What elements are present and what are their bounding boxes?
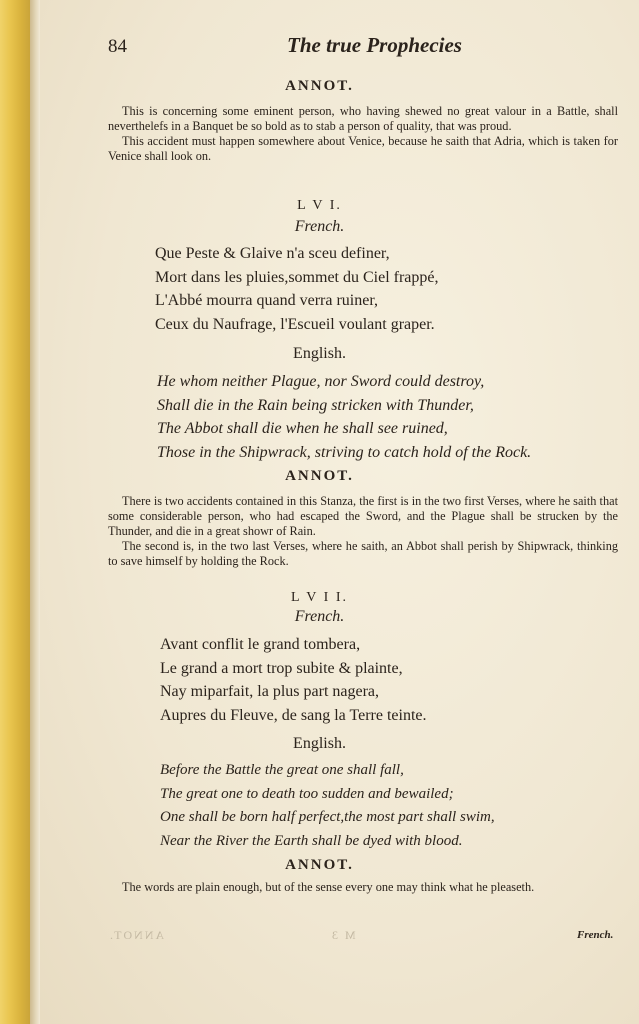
french-label: French. xyxy=(294,608,345,625)
verse-line: Ceux du Naufrage, l'Escueil voulant graper. xyxy=(155,315,435,333)
annot-text xyxy=(108,104,618,164)
french-label: French. xyxy=(294,218,345,235)
annot-paragraph: This accident must happen somewhere about Venice, because he saith that Adria, which is taken for Venice shall look on. xyxy=(108,134,618,163)
french-verse xyxy=(155,242,439,336)
annot-paragraph: The words are plain enough, but of the sense every one may think what he pleaseth. xyxy=(122,880,535,894)
stanza-number: L V I. xyxy=(297,198,342,213)
english-verse xyxy=(160,759,495,853)
verse-line: Nay miparfait, la plus part nagera, xyxy=(160,683,380,700)
annot-heading: ANNOT. xyxy=(285,78,354,94)
annot-heading: ANNOT. xyxy=(285,857,354,873)
verse-line: Mort dans les pluies,sommet du Ciel frappé, xyxy=(155,268,439,286)
verse-line: The Abbot shall die when he shall see ruined, xyxy=(157,420,448,437)
french-verse xyxy=(160,633,427,727)
annot-paragraph: This is concerning some eminent person, who having shewed no great valour in a Battle, shall neverthelefs in a Banquet be so bold as to stab a person of quality, that was proud. xyxy=(108,104,618,133)
annot-text xyxy=(108,494,618,569)
show-through-text: ANNOT. xyxy=(108,928,165,942)
verse-line: Le grand a mort trop subite & plainte, xyxy=(160,659,403,677)
annot-heading: ANNOT. xyxy=(285,468,354,484)
verse-line: Those in the Shipwrack, striving to catch hold of the Rock. xyxy=(157,443,532,461)
verse-line: Aupres du Fleuve, de sang la Terre teinte. xyxy=(160,706,427,724)
verse-line: Que Peste & Glaive n'a sceu definer, xyxy=(155,245,390,262)
verse-line: Before the Battle the great one shall fall, xyxy=(160,762,404,778)
english-verse xyxy=(157,370,531,464)
catchword: French. xyxy=(577,929,614,941)
page-number: 84 xyxy=(108,36,127,57)
verse-line: Shall die in the Rain being stricken with Thunder, xyxy=(157,396,474,414)
annot-paragraph: There is two accidents contained in this Stanza, the first is in the two first Verses, where he saith that some considerable person, who had escaped the Sword, and the Plague shall be strucken by the Thunder, and die in a great showr of Rain. xyxy=(108,494,618,538)
verse-line: The great one to death too sudden and bewailed; xyxy=(160,785,454,802)
verse-line: L'Abbé mourra quand verra ruiner, xyxy=(155,292,379,309)
stanza-number: L V I I. xyxy=(291,590,348,605)
verse-line: One shall be born half perfect,the most part shall swim, xyxy=(160,809,495,825)
english-label: English. xyxy=(293,345,346,362)
verse-line: Avant conflit le grand tombera, xyxy=(160,636,361,653)
verse-line: He whom neither Plague, nor Sword could destroy, xyxy=(157,373,485,390)
annot-paragraph: The second is, in the two last Verses, where he saith, an Abbot shall perish by Shipwrack, thinking to save himself by holding the Rock. xyxy=(108,539,618,568)
verse-line: Near the River the Earth shall be dyed with blood. xyxy=(160,832,463,849)
running-title: The true Prophecies xyxy=(287,33,462,57)
annot-text xyxy=(108,880,618,895)
english-label: English. xyxy=(293,735,346,752)
show-through-text: M 3 xyxy=(330,928,356,942)
